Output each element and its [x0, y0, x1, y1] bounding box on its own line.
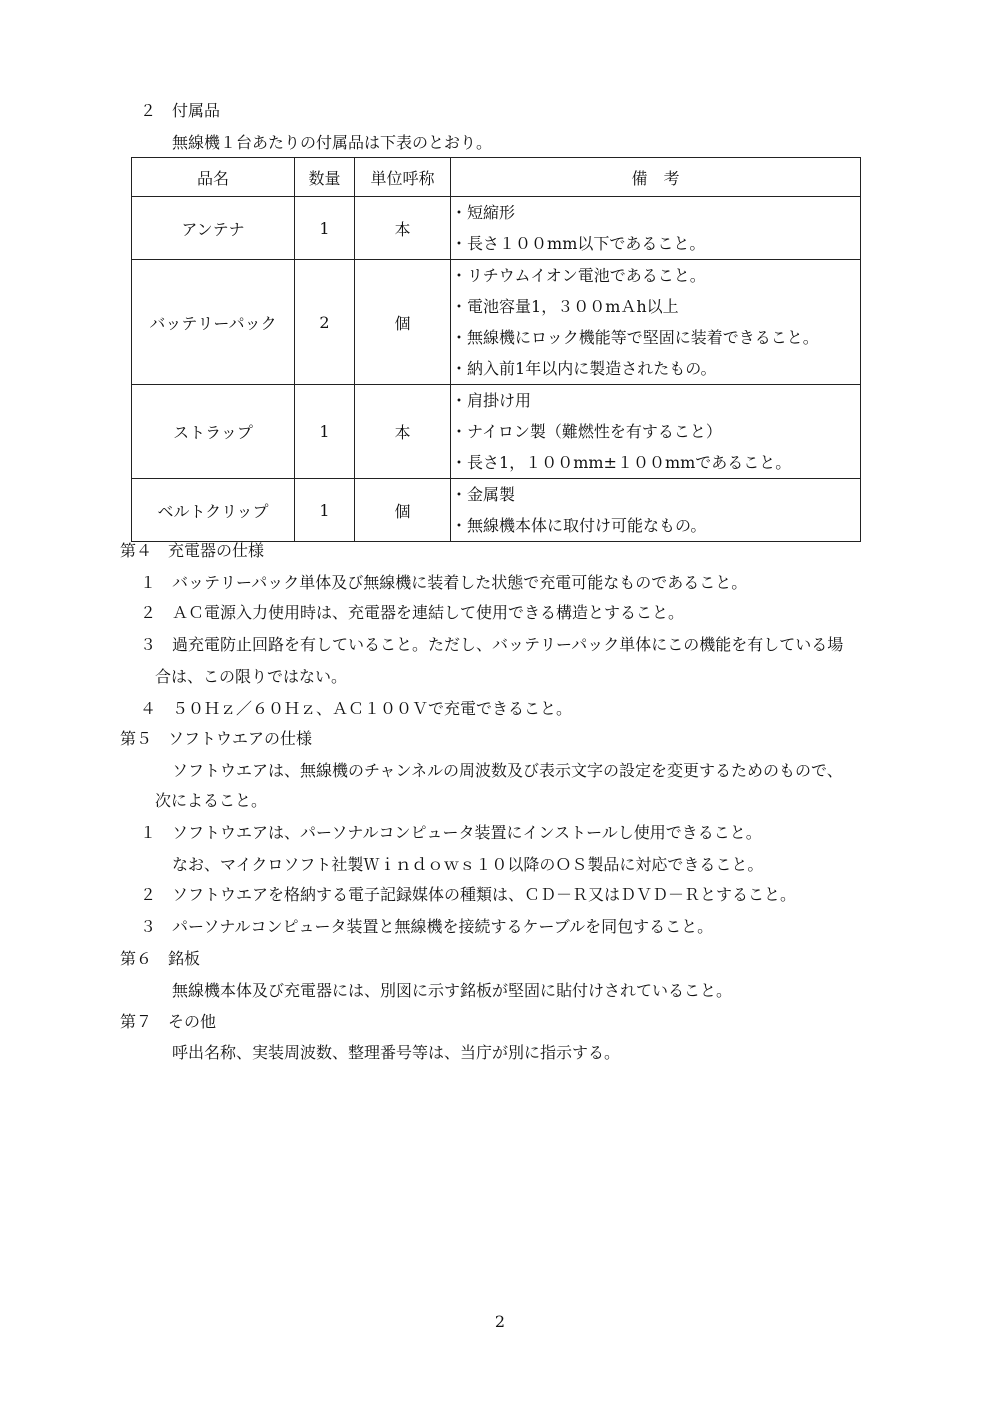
item-qty: 1 — [295, 479, 355, 542]
accessories-heading: ２ 付属品 — [140, 101, 221, 120]
note-line: ・ 長さ1，１００mm±１００mmであること。 — [451, 447, 860, 478]
item-qty: 1 — [295, 385, 355, 479]
note-line: ・ 長さ１００mm以下であること。 — [451, 228, 860, 259]
section5-item: ３ パーソナルコンピュータ装置と無線機を接続するケーブルを同包すること。 — [140, 917, 714, 936]
item-name: ベルトクリップ — [132, 479, 295, 542]
note-line: ・ 無線機本体に取付け可能なもの。 — [451, 510, 860, 541]
section5-item: ２ ソフトウエアを格納する電子記録媒体の種類は、ＣＤ－Ｒ又はＤＶＤ－Ｒとすること。 — [140, 885, 797, 904]
col-header-notes: 備 考 — [451, 158, 861, 197]
table-header-row — [132, 158, 861, 197]
section6-heading: 第６ 銘板 — [120, 949, 201, 968]
item-notes — [451, 197, 861, 260]
item-qty: 2 — [295, 260, 355, 385]
section4-heading: 第４ 充電器の仕様 — [120, 541, 265, 560]
note-line: ・ 金属製 — [451, 479, 860, 510]
section4-item: １ バッテリーパック単体及び無線機に装着した状態で充電可能なものであること。 — [140, 573, 748, 592]
item-name: アンテナ — [132, 197, 295, 260]
note-line: ・ ナイロン製（難燃性を有すること） — [451, 416, 860, 447]
page-number: 2 — [494, 1312, 506, 1331]
note-line: ・ 無線機にロック機能等で堅固に装着できること。 — [451, 322, 860, 353]
note-line: ・ 短縮形 — [451, 197, 860, 228]
item-name: ストラップ — [132, 385, 295, 479]
section4-item: ４ ５０Ｈｚ／６０Ｈｚ、ＡＣ１００Ｖで充電できること。 — [140, 699, 573, 718]
item-notes — [451, 385, 861, 479]
note-line: ・ 納入前1年以内に製造されたもの。 — [451, 353, 860, 384]
table-row — [132, 385, 861, 479]
note-line: ・ 肩掛け用 — [451, 385, 860, 416]
accessories-intro: 無線機１台あたりの付属品は下表のとおり。 — [172, 133, 493, 152]
col-header-qty: 数量 — [295, 158, 355, 197]
col-header-name: 品名 — [132, 158, 295, 197]
table-row — [132, 197, 861, 260]
section5-item: １ ソフトウエアは、パーソナルコンピュータ装置にインストールし使用できること。 — [140, 823, 762, 842]
section4-item-continuation: 合は、この限りではない。 — [155, 667, 348, 686]
section7-text: 呼出名称、実装周波数、整理番号等は、当庁が別に指示する。 — [172, 1043, 621, 1062]
section5-intro: ソフトウエアは、無線機のチャンネルの周波数及び表示文字の設定を変更するためのもので、 — [172, 761, 843, 780]
table-row — [132, 260, 861, 385]
note-line: ・ リチウムイオン電池であること。 — [451, 260, 860, 291]
item-qty: 1 — [295, 197, 355, 260]
section5-item-note: なお、マイクロソフト社製Ｗｉｎｄｏｗｓ１０以降のＯＳ製品に対応できること。 — [172, 855, 764, 874]
col-header-unit: 単位呼称 — [355, 158, 451, 197]
item-unit: 個 — [355, 479, 451, 542]
table-row — [132, 479, 861, 542]
section5-intro-continuation: 次によること。 — [155, 791, 268, 810]
item-notes — [451, 260, 861, 385]
item-unit: 本 — [355, 197, 451, 260]
section6-text: 無線機本体及び充電器には、別図に示す銘板が堅固に貼付けされていること。 — [172, 981, 733, 1000]
section4-item: ２ ＡＣ電源入力使用時は、充電器を連結して使用できる構造とすること。 — [140, 603, 685, 622]
section5-heading: 第５ ソフトウエアの仕様 — [120, 729, 313, 748]
item-unit: 個 — [355, 260, 451, 385]
section4-item: ３ 過充電防止回路を有していること。ただし、バッテリーパック単体にこの機能を有している場 — [140, 635, 844, 654]
item-name: バッテリーパック — [132, 260, 295, 385]
note-line: ・ 電池容量1，３００mＡh以上 — [451, 291, 860, 322]
accessories-table — [131, 157, 861, 542]
item-unit: 本 — [355, 385, 451, 479]
section7-heading: 第７ その他 — [120, 1012, 217, 1031]
item-notes — [451, 479, 861, 542]
